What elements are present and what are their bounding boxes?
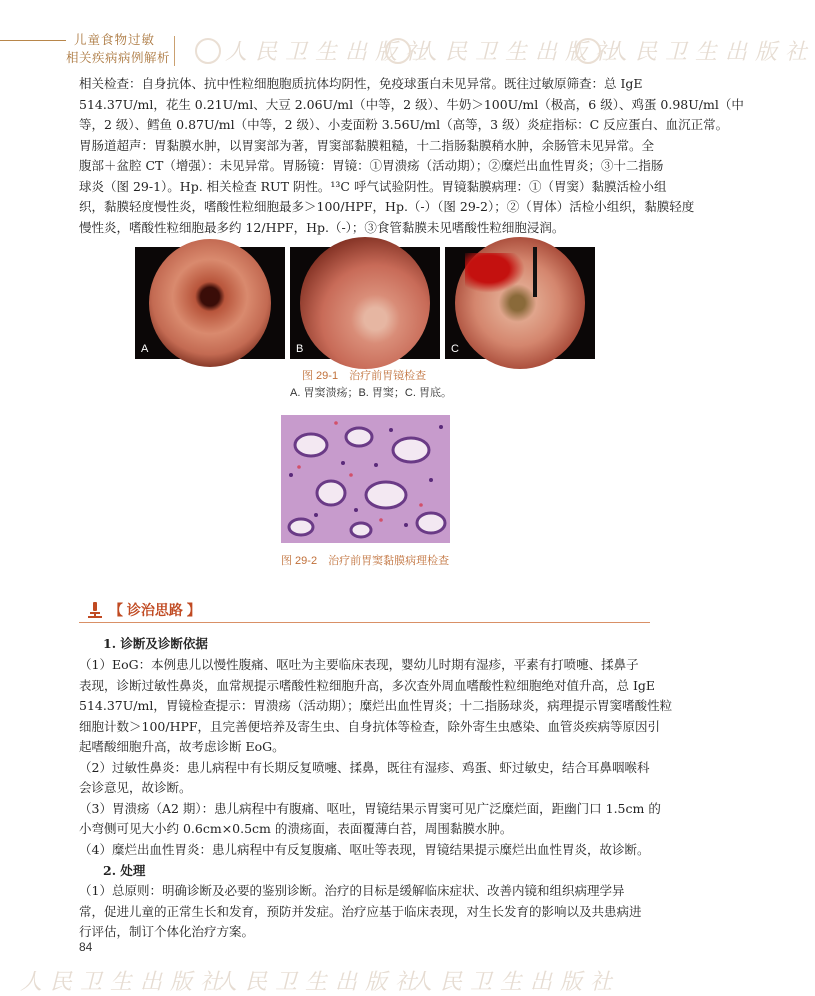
text-line: 球炎（图 29-1）。Hp. 相关检查 RUT 阴性。¹³C 呼气试验阴性。胃镜黏膜病理：①（胃窦）黏膜活检小组: [79, 178, 667, 194]
endoscopy-photo-b: [290, 247, 440, 359]
microscope-icon: [87, 601, 103, 619]
treatment-paragraph: [79, 881, 650, 943]
text-line: 等，2 级）、鳕鱼 0.87U/ml（中等，2 级）、小麦面粉 3.56U/ml（高等，3 级）炎症指标：C 反应蛋白、血沉正常。: [79, 117, 729, 132]
bleeding-area: [465, 253, 525, 293]
header-rule: [0, 40, 66, 41]
text-line: 起嗜酸细胞升高，故考虑诊断 EoG。: [79, 739, 285, 754]
text-line: 织，黏膜轻度慢性炎，嗜酸性粒细胞最多＞100/HPF，Hp.（-）（图 29-2）；②（胃体）活检小组织，黏膜轻度: [79, 199, 695, 214]
exam-paragraph: [79, 74, 744, 238]
text-line: 常，促进儿童的正常生长和发育，预防并发症。治疗应基于临床表现，对生长发育的影响以及共患病进: [79, 903, 642, 919]
subheading-diagnosis: 1. 诊断及诊断依据: [103, 636, 208, 651]
header-divider: [174, 36, 175, 66]
watermark-text: 人民卫生出版社: [415, 40, 626, 65]
watermark-text: 人民卫生出版社: [410, 970, 621, 995]
text-line: 胃肠道超声：胃黏膜水肿，以胃窦部为著，胃窦部黏膜粗糙，十二指肠黏膜稍水肿，余肠管未见异常。全: [79, 137, 655, 153]
header-book-title: 儿童食物过敏: [74, 32, 156, 47]
section-heading: [79, 597, 650, 623]
header-book-subtitle: 相关疾病病例解析: [66, 50, 171, 65]
text-line: （4）糜烂出血性胃炎：患儿病程中有反复腹痛、呕吐等表现，胃镜结果提示糜烂出血性胃炎，故诊断。: [79, 841, 650, 857]
text-line: 行评估，制订个体化治疗方案。: [79, 924, 255, 939]
watermark-text: 人民卫生出版社: [605, 40, 815, 65]
text-line: 会诊意见，故诊断。: [79, 780, 192, 795]
text-line: （2）过敏性鼻炎：患儿病程中有长期反复喷嚏、揉鼻，既往有湿疹、鸡蛋、虾过敏史，结合耳鼻咽喉科: [79, 759, 650, 775]
section-underline: [79, 622, 650, 623]
endoscopy-photo-c: [445, 247, 595, 359]
watermark-text: 人民卫生出版社: [225, 40, 436, 65]
text-line: 慢性炎，嗜酸性粒细胞最多约 12/HPF，Hp.（-）；③食管黏膜未见嗜酸性粒细胞浸润。: [79, 219, 565, 235]
watermark-logo: [385, 38, 411, 64]
stomach-lumen: [149, 239, 271, 367]
section-title: 【 诊治思路 】: [109, 602, 201, 618]
text-line: 腹部＋盆腔 CT（增强）：未见异常。胃肠镜：胃镜：①胃溃疡（活动期）；②糜烂出血性胃炎；③十二指肠: [79, 158, 664, 173]
text-line: （3）胃溃疡（A2 期）：患儿病程中有腹痛、呕吐，胃镜结果示胃窦可见广泛糜烂面，距幽门口 1.5cm 的: [79, 800, 661, 816]
stomach-lumen: [300, 237, 430, 369]
watermark-logo: [195, 38, 221, 64]
endoscopy-photo-a: [135, 247, 285, 359]
text-line: 相关检查：自身抗体、抗中性粒细胞胞质抗体均阴性，免疫球蛋白未见异常。既往过敏原筛查：总 IgE: [79, 76, 643, 91]
figure-2-title: 图 29-2 治疗前胃窦黏膜病理检查: [281, 555, 450, 567]
watermark-text: 人民卫生出版社: [215, 970, 426, 995]
diagnosis-paragraphs: [79, 655, 673, 860]
watermark-text: 人民卫生出版社: [20, 970, 231, 995]
subheading-treatment: 2. 处理: [103, 863, 146, 878]
histology-image: [281, 415, 450, 543]
panel-label: A: [141, 343, 149, 355]
figure-1-title: 图 29-1 治疗前胃镜检查: [302, 370, 427, 382]
histology-svg: [281, 415, 450, 543]
text-line: 表现，诊断过敏性鼻炎，血常规提示嗜酸性粒细胞升高，多次查外周血嗜酸性粒细胞绝对值升高，总 IgE: [79, 677, 656, 693]
watermark-logo: [575, 38, 601, 64]
text-line: （1）总原则：明确诊断及必要的鉴别诊断。治疗的目标是缓解临床症状、改善内镜和组织病理学异: [79, 883, 625, 898]
text-line: 514.37U/ml，花生 0.21U/ml、大豆 2.06U/ml（中等，2 级）、牛奶＞100U/ml（极高，6 级）、鸡蛋 0.98U/ml（中: [79, 96, 744, 112]
text-line: 细胞计数＞100/HPF，且完善便培养及寄生虫、自身抗体等检查，除外寄生虫感染、血管炎疾病等原因引: [79, 718, 661, 734]
panel-label: B: [296, 343, 304, 355]
text-line: （1）EoG：本例患儿以慢性腹痛、呕吐为主要临床表现，婴幼儿时期有湿疹，平素有打喷嚏、揉鼻子: [79, 657, 639, 672]
text-line: 小弯侧可见大小约 0.6cm×0.5cm 的溃疡面，表面覆薄白苔，周围黏膜水肿。: [79, 821, 513, 836]
figure-1-caption: A. 胃窦溃疡；B. 胃窦；C. 胃底。: [290, 387, 452, 399]
panel-label: C: [451, 343, 459, 355]
text-line: 514.37U/ml，胃镜检查提示：胃溃疡（活动期）；糜烂出血性胃炎；十二指肠球炎，病理提示胃窦嗜酸性粒: [79, 698, 673, 713]
page-number: 84: [79, 940, 93, 954]
endoscope-instrument: [533, 247, 537, 297]
